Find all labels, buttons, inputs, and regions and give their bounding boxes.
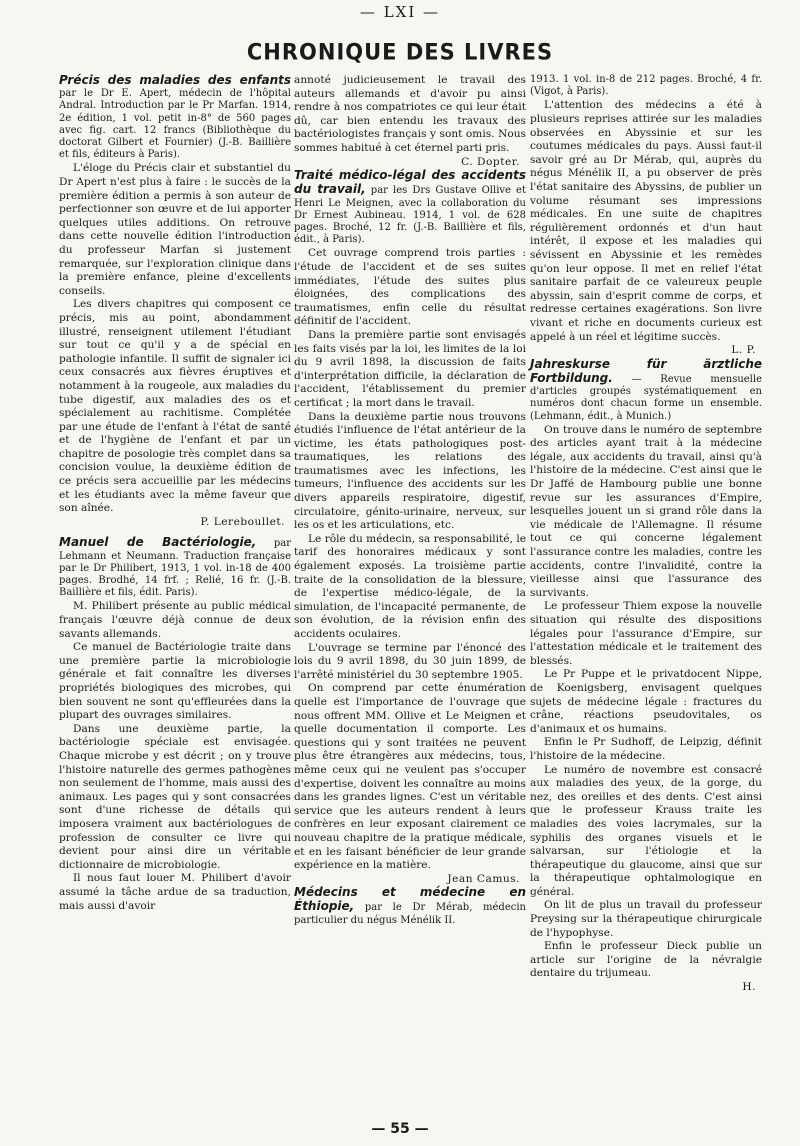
page-roman-number: — LXI —	[359, 3, 441, 21]
paragraph: Dans la deuxième partie nous trouvons étudiés l'influence de l'état antérieur de la victime, les états pathologiques post-traumatiques, les relations des traumatismes avec les infections, les tumeurs, l'influence des accidents sur les divers appareils respiratoire, digestif, circulatoire, génito-urinaire, nerveux, sur les os et les articulations, etc.	[294, 410, 526, 532]
book-title: Précis des maladies des enfants	[59, 73, 291, 87]
signature: P. Lereboullet.	[200, 515, 285, 528]
book-title: Traité médico-légal des accidents du travail,	[294, 168, 526, 197]
paragraph: On trouve dans le numéro de septembre des articles ayant trait à la médecine légale, aux accidents du travail, ainsi qu'à l'histoire de la médecine. C'est ainsi que le Dr Jaffé de Hambourg publie une bonne revue sur les assurances d'Empire, lesquelles jouent un si grand rôle dans la vie médicale de l'Allemagne. Il résume tout ce qui concerne légalement l'assurance contre les maladies, contre les accidents, contre l'invalidité, contre la vieillesse ainsi que l'assurance des survivants.	[530, 423, 762, 599]
paragraph: Dans une deuxième partie, la bactériologie spéciale est envisagée. Chaque microbe y est décrit ; on y trouve l'histoire naturelle des germes pathogènes non seulement de l'homme, mais aussi des animaux. Les pages qui y sont consacrées sont d'une richesse de détails qui imposera vraiment aux bactériologues de profession de consulter ce livre qui devient pour ainsi dire un véritable dictionnaire de microbiologie.	[59, 722, 291, 871]
paragraph: Dans la première partie sont envisagés les faits visés par la loi, les limites de la loi du 9 avril 1898, la discussion de faits d'interprétation difficile, la déclaration de l'accident, l'établissement du premier certificat ; la mort dans le travail.	[294, 328, 526, 409]
paragraph: L'ouvrage se termine par l'énoncé des lois du 9 avril 1898, du 30 juin 1899, de l'arrêté ministériel du 30 septembre 1905.	[294, 641, 526, 681]
paragraph: annoté judicieusement le travail des auteurs allemands et d'avoir pu ainsi rendre à nos compatriotes ce qui leur était dû, car bien entendu les travaux des bactériologistes français y sont omis. Nous sommes habitué à cet éternel parti pris.	[294, 74, 526, 154]
column-2	[294, 74, 526, 928]
review-header	[59, 74, 291, 161]
review-header	[294, 886, 526, 927]
paragraph: L'éloge du Précis clair et substantiel du Dr Apert n'est plus à faire : le succès de la première édition a permis à son auteur de perfectionner son œuvre et de lui apporter quelques utiles additions. On retrouve dans cette nouvelle édition l'introduction du professeur Marfan si justement remarquée, sur l'exploration clinique dans la première enfance, pleine d'excellents conseils.	[59, 162, 291, 297]
column-1	[59, 74, 291, 913]
page-number: — 55 —	[371, 1121, 429, 1137]
book-title: Jahreskurse für ärztliche Fortbildung.	[530, 356, 762, 385]
paragraph: Ce manuel de Bactériologie traite dans une première partie la microbiologie générale et fait connaître les diverses propriétés biologiques des microbes, qui bien souvent ne sont qu'effleurées dans la plupart des ouvrages similaires.	[59, 641, 291, 722]
paragraph: Le Pr Puppe et le privatdocent Nippe, de Koenigsberg, envisagent quelques sujets de médecine légale : fractures du crâne, réactions pseudovitales, os d'animaux et os humains.	[530, 668, 762, 735]
signature: C. Dopter.	[461, 155, 520, 168]
paragraph: Enfin le professeur Dieck publie un article sur l'origine de la névralgie dentaire du trijumeau.	[530, 940, 762, 980]
paragraph: Enfin le Pr Sudhoff, de Leipzig, définit l'histoire de la médecine.	[530, 736, 762, 762]
paragraph: On comprend par cette énumération quelle est l'importance de l'ouvrage que nous offrent MM. Ollive et Le Meignen et quelle documentation il comporte. Les questions qui y sont traitées ne peuvent plus être étrangères aux médecins, tous, même ceux qui ne veulent pas s'occuper d'expertise, doivent les connaître au moins dans les grandes lignes. C'est un véritable service que les auteurs rendent à leurs confrères en leur exposant clairement ce nouveau chapitre de la pratique médicale, et en les faisant bénéficier de leur grande expérience en la matière.	[294, 682, 526, 872]
paragraph: Le numéro de novembre est consacré aux maladies des yeux, de la gorge, du nez, des oreilles et des dents. C'est ainsi que le professeur Krauss traite les maladies des voies lacrymales, sur la syphilis des organes visuels et le salvarsan, sur l'étiologie et la thérapeutique du glaucome, ainsi que sur la thérapeutique ophtalmologique en général.	[530, 763, 762, 898]
book-title: Médecins et médecine en Éthiopie,	[294, 885, 526, 914]
paragraph: Les divers chapitres qui composent ce précis, mis au point, abondamment illustré, renseignent utilement l'étudiant sur tout ce qu'il y a de spécial en pathologie infantile. Il suffit de signaler ici ceux consacrés aux fièvres éruptives et notamment à la rougeole, aux maladies du tube digestif, aux maladies des os et spécialement au rachitisme. Complétée par une étude de l'enfant à l'état de santé et de l'hygiène de l'enfant et par un chapitre de posologie très complet dans sa concision voulue, la deuxième édition de ce précis sera accueillie par les médecins et les étudiants avec la même faveur que son aînée.	[59, 298, 291, 515]
review-header	[530, 358, 762, 423]
book-meta: par le Dr Mérab, médecin particulier du négus Ménélik II.	[294, 902, 526, 926]
signature: Jean Camus.	[447, 872, 520, 885]
signature: H.	[742, 981, 756, 994]
paragraph: Il nous faut louer M. Philibert d'avoir assumé la tâche ardue de sa traduction, mais aussi d'avoir	[59, 872, 291, 912]
review-header	[294, 169, 526, 246]
page-title: CHRONIQUE DES LIVRES	[246, 39, 554, 65]
book-meta-continued: 1913. 1 vol. in-8 de 212 pages. Broché, 4 fr. (Vigot, à Paris).	[530, 74, 762, 98]
book-meta: par les Drs Gustave Ollive et Henri Le Meignen, avec la collaboration du Dr Ernest Aubineau. 1914, 1 vol. de 628 pages. Broché, 12 fr. (J.-B. Baillière et fils, édit., à Paris).	[294, 185, 526, 246]
review-header	[59, 536, 291, 599]
paragraph: Cet ouvrage comprend trois parties : l'étude de l'accident et de ses suites immédiates, l'étude des suites plus éloignées, des complications des traumatismes, enfin celle du résultat définitif de l'accident.	[294, 247, 526, 328]
column-3	[530, 74, 762, 995]
paragraph: L'attention des médecins a été à plusieurs reprises attirée sur les maladies observées en Abyssinie et sur les coutumes médicales du pays. Aussi faut-il savoir gré au Dr Mérab, qui, auprès du négus Ménélik II, a pu observer de près l'état sanitaire des Abyssins, de publier un volume résumant ses impressions médicales. En une suite de chapitres régulièrement ordonnés et d'un haut intérêt, il expose et les maladies qui sévissent en Abyssinie et les remèdes qu'on leur oppose. Il met en relief l'état sanitaire parfait de ce valeureux peuple abyssin, sain d'esprit comme de corps, et redresse certaines exagérations. Son livre vivant et riche en documents curieux est appelé à un réel et légitime succès.	[530, 99, 762, 343]
paragraph: Le professeur Thiem expose la nouvelle situation qui résulte des dispositions légales pour l'assurance d'Empire, sur l'attestation médicale et le traitement des blessés.	[530, 600, 762, 667]
paragraph: Le rôle du médecin, sa responsabilité, le tarif des honoraires médicaux y sont également exposés. La troisième partie traite de la consolidation de la blessure, de l'expertise médico-légale, de la simulation, de l'incapacité permanente, de son évolution, de la révision enfin des accidents oculaires.	[294, 532, 526, 640]
signature: L. P.	[731, 344, 756, 357]
book-meta: — Revue mensuelle d'articles groupés systématiquement en numéros dont chacun forme un ensemble. (Lehmann, édit., à Munich.)	[530, 373, 762, 422]
paragraph: On lit de plus un travail du professeur Preysing sur la thérapeutique chirurgicale de l'hypophyse.	[530, 899, 762, 939]
paragraph: M. Philibert présente au public médical français l'œuvre déjà connue de deux savants allemands.	[59, 600, 291, 640]
book-meta: par le Dr E. Apert, médecin de l'hôpital Andral. Introduction par le Pr Marfan. 1914, 2e édition, 1 vol. petit in-8° de 560 pages avec fig. cart. 12 francs (Bibliothèque du doctorat Gilbert et Fournier) (J.-B. Baillière et fils, éditeurs à Paris).	[59, 88, 291, 161]
book-title: Manuel de Bactériologie,	[59, 535, 257, 550]
book-meta: par Lehmann et Neumann. Traduction française par le Dr Philibert, 1913, 1 vol. in-18 de 400 pages. Brodhé, 14 frf. ; Relié, 16 fr. (J.-B. Baillière et fils, édit. Paris).	[59, 538, 291, 599]
